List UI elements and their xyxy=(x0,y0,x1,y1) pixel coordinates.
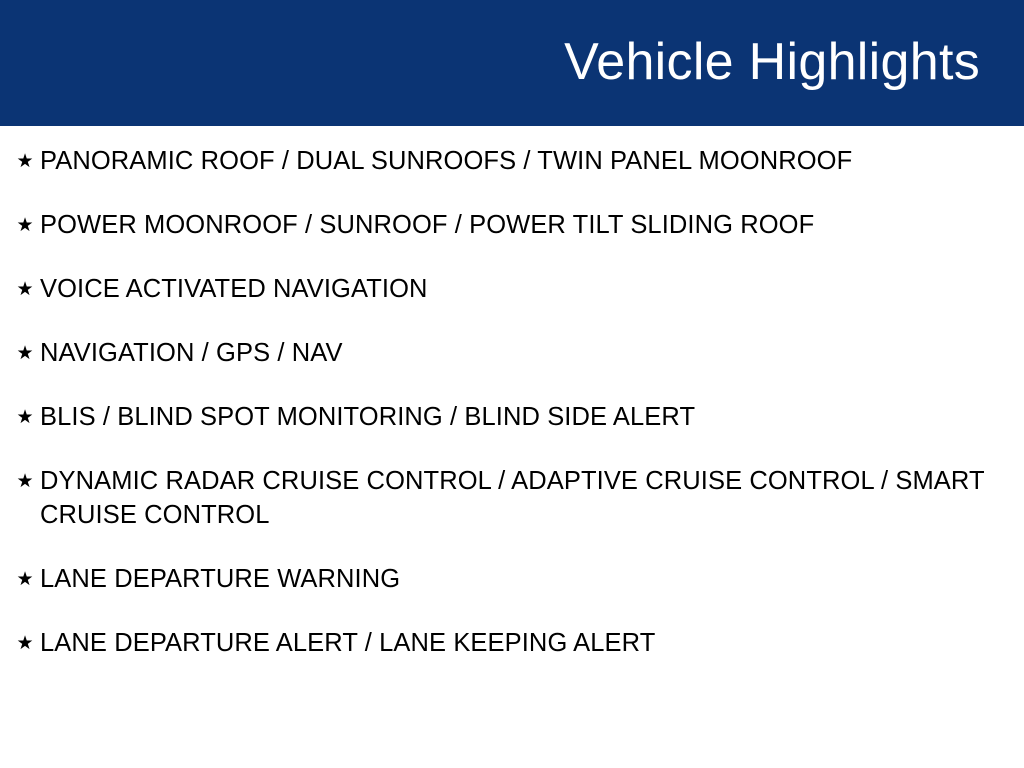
page-title: Vehicle Highlights xyxy=(564,33,980,92)
list-item xyxy=(10,400,1006,434)
list-item-label: LANE DEPARTURE WARNING xyxy=(40,565,401,593)
list-item xyxy=(10,208,1006,242)
star-bullet-icon: ★ xyxy=(16,278,34,300)
list-item xyxy=(10,336,1006,370)
list-item xyxy=(10,272,1006,306)
star-bullet-icon: ★ xyxy=(16,632,34,654)
star-bullet-icon: ★ xyxy=(16,150,34,172)
list-item-label: BLIS / BLIND SPOT MONITORING / BLIND SIDE ALERT xyxy=(40,403,696,431)
star-bullet-icon: ★ xyxy=(16,568,34,590)
list-item xyxy=(10,144,1006,178)
list-item-label: NAVIGATION / GPS / NAV xyxy=(40,339,343,367)
star-bullet-icon: ★ xyxy=(16,470,34,492)
slide-header-band xyxy=(0,0,1024,126)
star-bullet-icon: ★ xyxy=(16,406,34,428)
slide-content xyxy=(0,126,1024,690)
list-item xyxy=(10,562,1006,596)
list-item-label: PANORAMIC ROOF / DUAL SUNROOFS / TWIN PANEL MOONROOF xyxy=(40,147,853,175)
star-bullet-icon: ★ xyxy=(16,342,34,364)
star-bullet-icon: ★ xyxy=(16,214,34,236)
list-item-label: LANE DEPARTURE ALERT / LANE KEEPING ALERT xyxy=(40,629,656,657)
list-item-label: VOICE ACTIVATED NAVIGATION xyxy=(40,275,428,303)
vehicle-highlights-list xyxy=(10,144,1006,660)
list-item xyxy=(10,464,1006,532)
list-item-label: DYNAMIC RADAR CRUISE CONTROL / ADAPTIVE CRUISE CONTROL / SMART CRUISE CONTROL xyxy=(40,467,985,529)
list-item-label: POWER MOONROOF / SUNROOF / POWER TILT SLIDING ROOF xyxy=(40,211,815,239)
list-item xyxy=(10,626,1006,660)
